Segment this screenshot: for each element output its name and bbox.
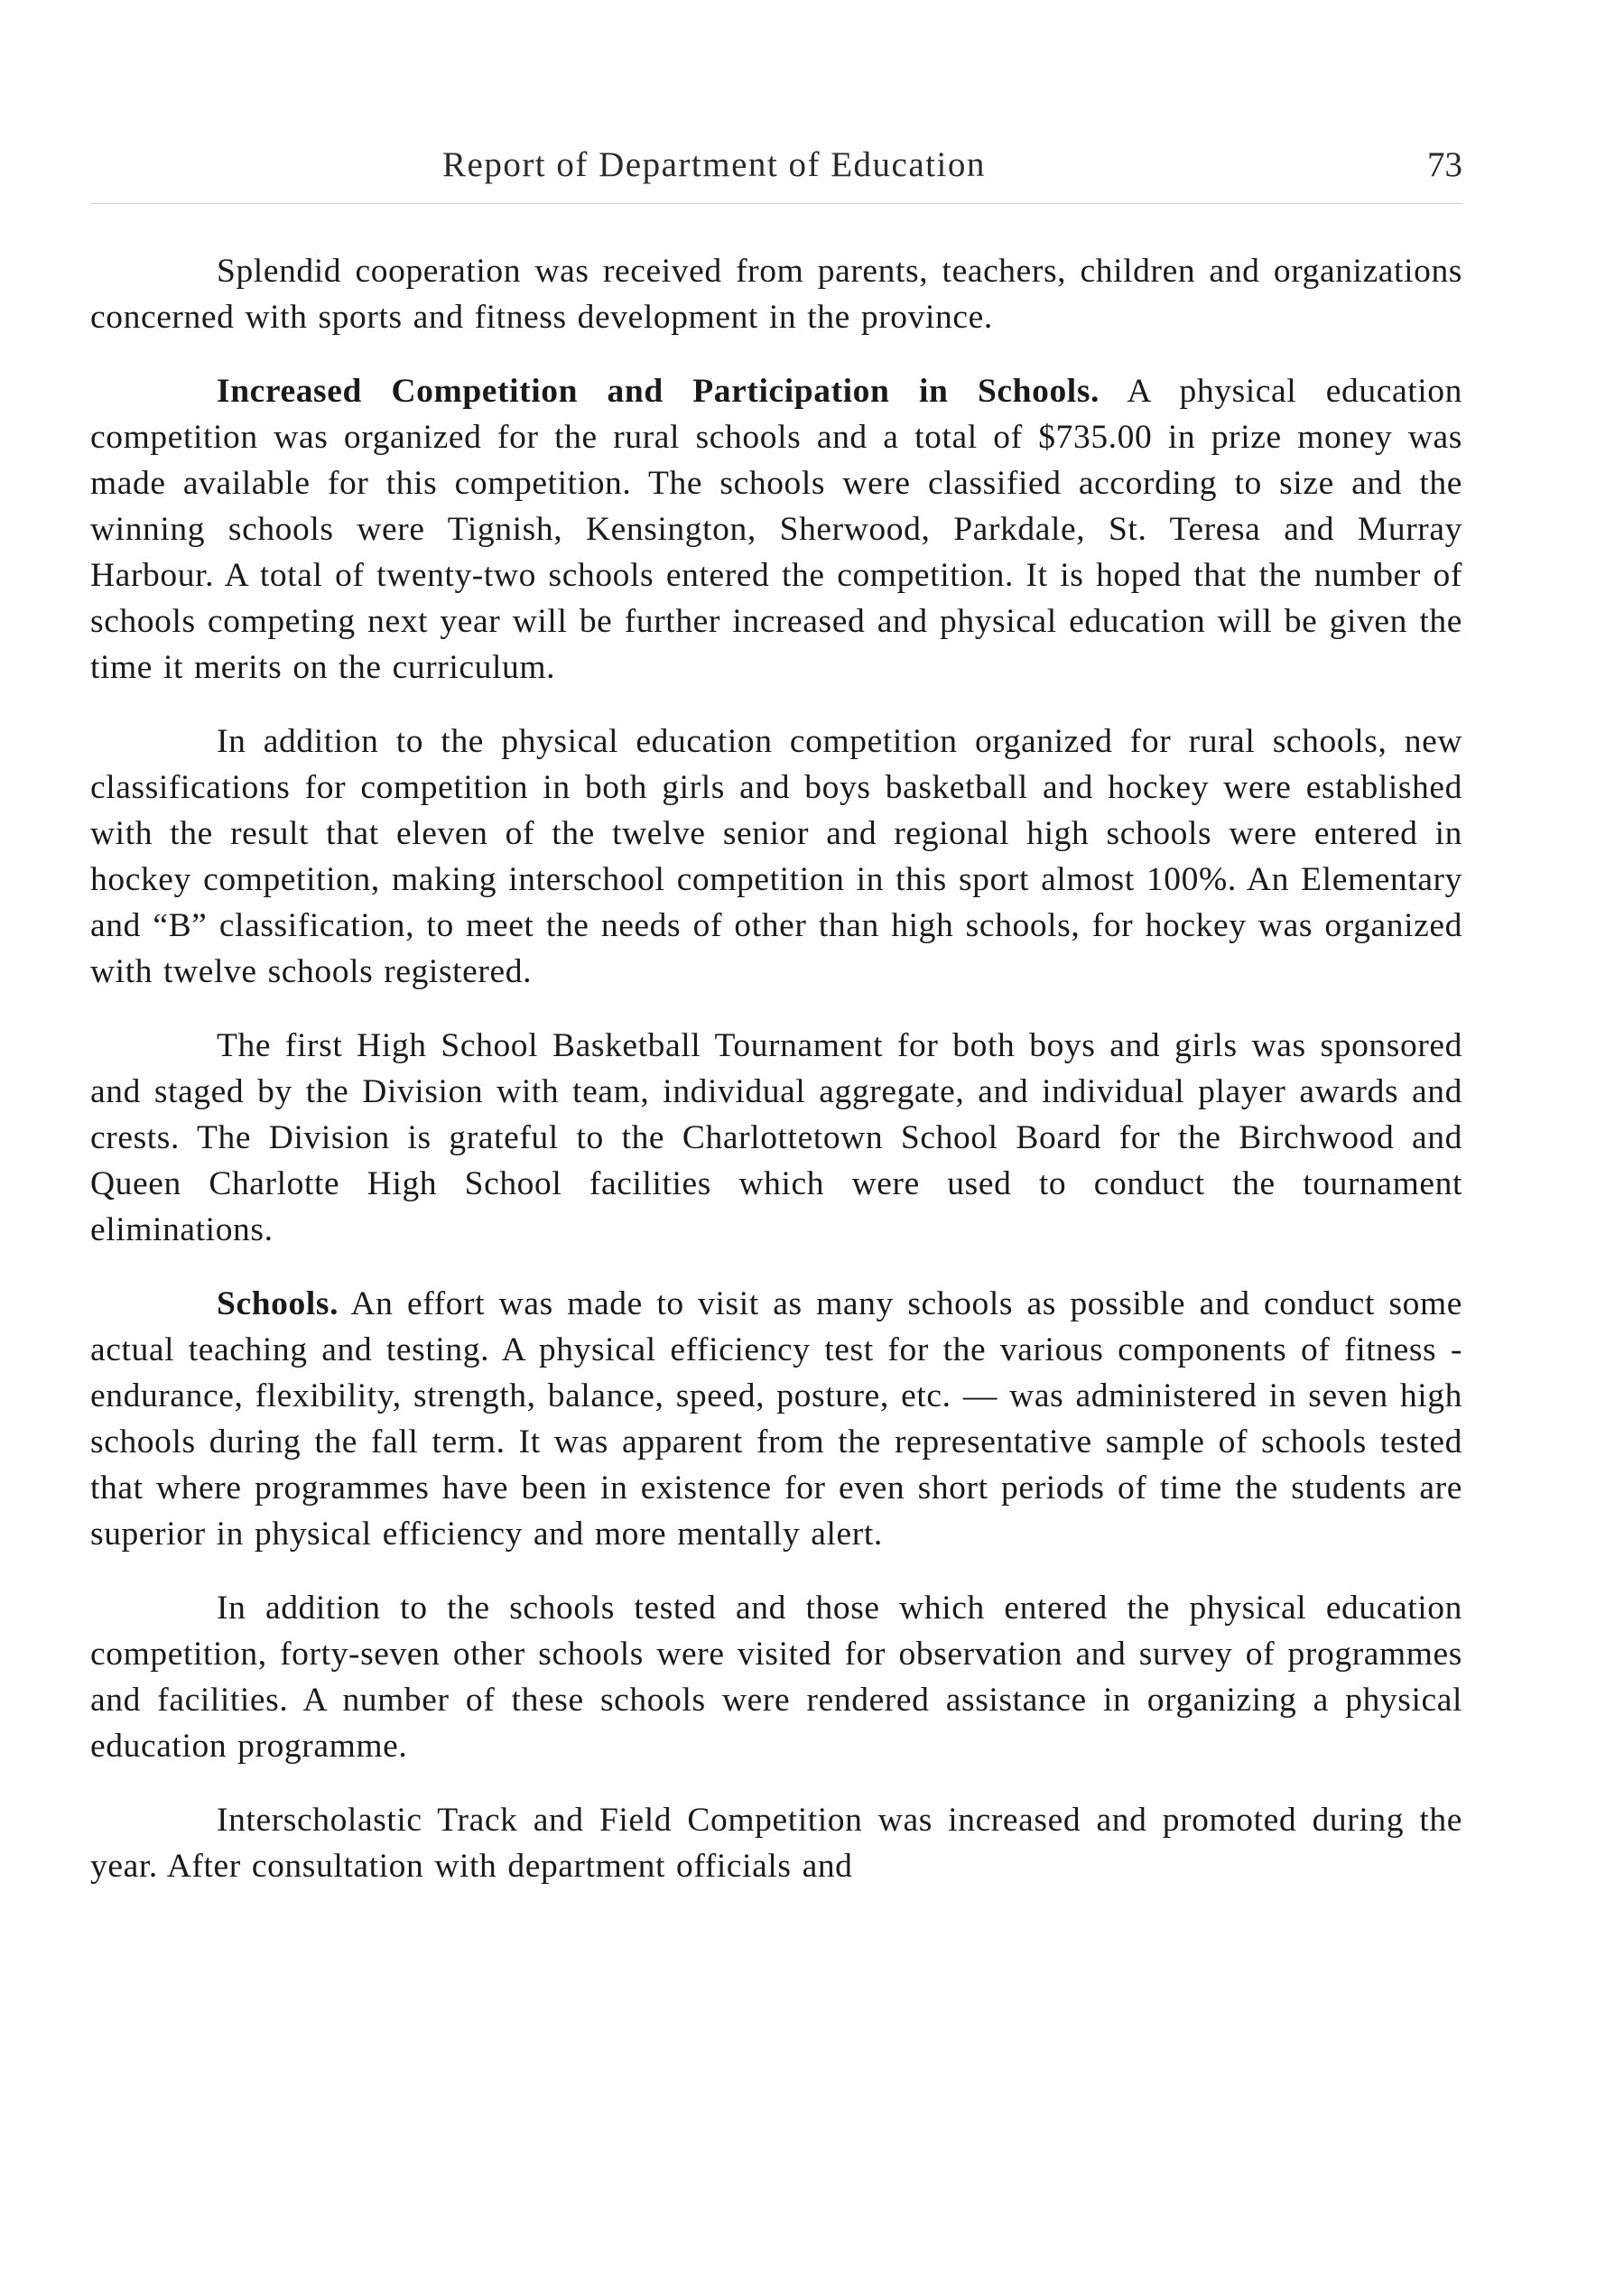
body-text bbox=[90, 248, 1462, 1917]
section-heading-schools: Schools. bbox=[217, 1285, 339, 1322]
paragraph-schools bbox=[90, 1281, 1462, 1557]
paragraph-text: A physical education competition was organized for the rural schools and a total of $735.00 in prize money was made available for this competition. The schools were classified according to size and the winning schools were Tignish, Kensington, Sherwood, Parkdale, St. Teresa and Murray Harbour. A total of twenty-two schools entered the competition. It is hoped that the number of schools competing next year will be further increased and physical education will be given the time it merits on the curriculum. bbox=[90, 373, 1462, 686]
paragraph-text: Splendid cooperation was received from parents, teachers, children and organizations concerned with sports and fitness development in the province. bbox=[90, 253, 1462, 336]
paragraph-text: Interscholastic Track and Field Competition was increased and promoted during the year. After consultation with department officials and bbox=[90, 1802, 1462, 1885]
running-header bbox=[90, 135, 1462, 190]
paragraph-basketball-tournament bbox=[90, 1023, 1462, 1253]
paragraph-text: The first High School Basketball Tournament for both boys and girls was sponsored and staged by the Division with team, individual aggregate, and individual player awards and crests. The Division is grateful to the Charlottetown School Board for the Birchwood and Queen Charlotte High School facilities which were used to conduct the tournament eliminations. bbox=[90, 1027, 1462, 1248]
section-heading-competition: Increased Competition and Participation in Schools. bbox=[217, 373, 1100, 410]
running-header-title: Report of Department of Education bbox=[442, 145, 986, 184]
paragraph-classifications bbox=[90, 719, 1462, 995]
paragraph-visits bbox=[90, 1585, 1462, 1769]
paragraph-text: An effort was made to visit as many schools as possible and conduct some actual teaching and testing. A physical efficiency test for the various components of fitness - endurance, flexibility, strength, balance, speed, posture, etc. — was administered in seven high schools during the fall term. It was apparent from the representative sample of schools tested that where programmes have been in existence for even short periods of time the students are superior in physical efficiency and more mentally alert. bbox=[90, 1285, 1462, 1553]
header-rule bbox=[90, 203, 1462, 204]
paragraph-cooperation bbox=[90, 248, 1462, 340]
paragraph-track-and-field bbox=[90, 1797, 1462, 1889]
paragraph-competition bbox=[90, 368, 1462, 691]
paragraph-text: In addition to the schools tested and those which entered the physical education competition, forty-seven other schools were visited for observation and survey of programmes and facilities. A number of these schools were rendered assistance in organizing a physical education programme. bbox=[90, 1590, 1462, 1765]
paragraph-text: In addition to the physical education competition organized for rural schools, new classifications for competition in both girls and boys basketball and hockey were established with the result that eleven of the twelve senior and regional high schools were entered in hockey competition, making interschool competition in this sport almost 100%. An Elementary and “B” classification, to meet the needs of other than high schools, for hockey was organized with twelve schools registered. bbox=[90, 723, 1462, 990]
page-number: 73 bbox=[1427, 145, 1462, 184]
